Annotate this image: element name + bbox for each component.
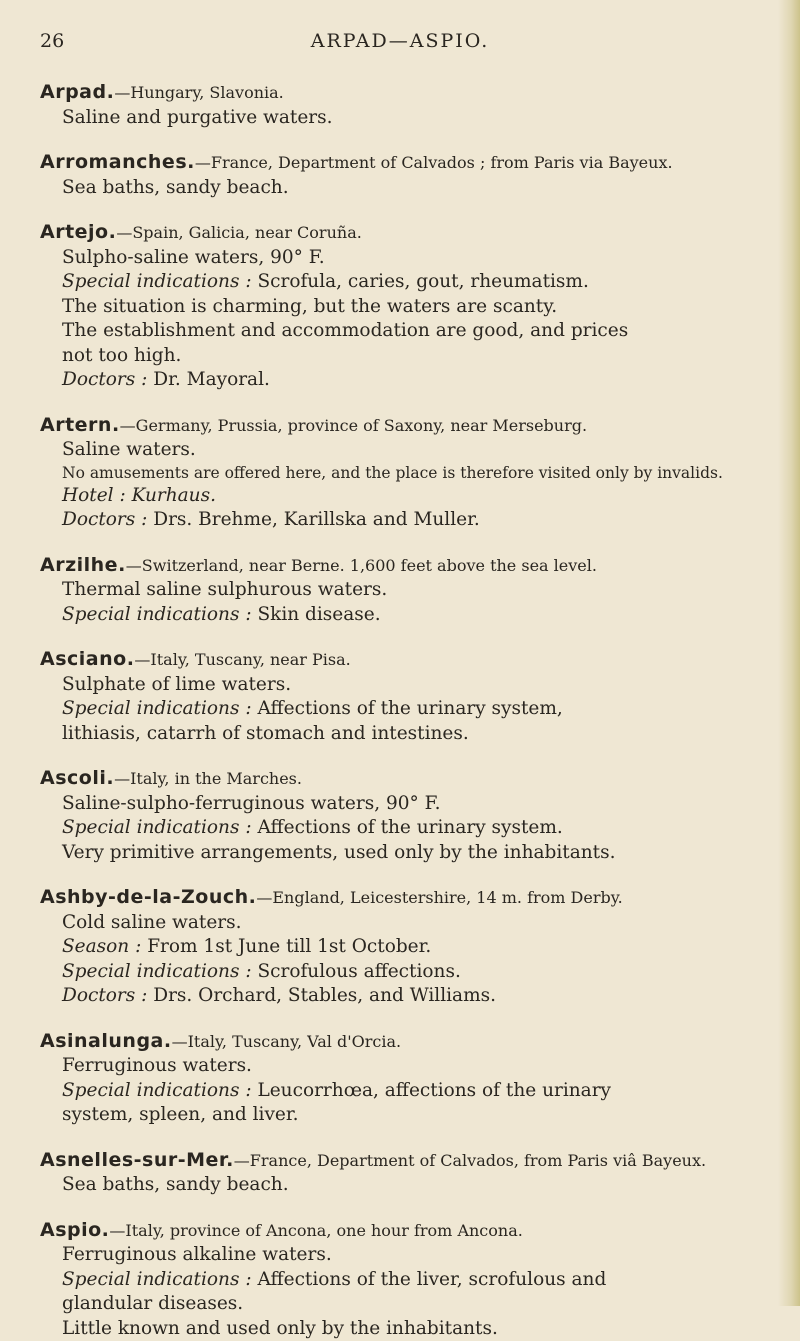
entry-label: Special indications : [62, 271, 252, 292]
entry [40, 1218, 780, 1341]
entry-text: Ferruginous alkaline waters. [62, 1244, 332, 1265]
entry [40, 150, 780, 200]
entry-line [62, 1054, 780, 1079]
entry-line [62, 984, 780, 1009]
entry-text: Dr. Mayoral. [147, 369, 270, 390]
entry-location: —Switzerland, near Berne. 1,600 feet above the sea level. [126, 556, 597, 575]
entry [40, 413, 780, 533]
entry-line [62, 960, 780, 985]
entry-label: Special indications : [62, 698, 252, 719]
entry-name: Artern. [40, 414, 120, 436]
entry-label: Special indications : [62, 817, 252, 838]
entry-line [62, 1243, 780, 1268]
entry-text: Sea baths, sandy beach. [62, 1174, 289, 1195]
entry-line [62, 673, 780, 698]
entry-text: Sulphate of lime waters. [62, 674, 291, 695]
entry-label: Special indications : [62, 604, 252, 625]
entry-location: —Spain, Galicia, near Coruña. [116, 223, 361, 242]
entry-text: The situation is charming, but the waters are scanty. [62, 296, 557, 317]
entry-label: Special indications : [62, 961, 252, 982]
entry-line [62, 722, 780, 747]
entry-label: Doctors : [62, 369, 147, 390]
entry-heading [40, 766, 780, 792]
entry-location: —France, Department of Calvados ; from Paris via Bayeux. [195, 153, 673, 172]
entry-name: Asinalunga. [40, 1030, 172, 1052]
entry-name: Ascoli. [40, 767, 114, 789]
book-page [40, 30, 780, 1341]
entry-line [62, 603, 780, 628]
entry-line [62, 344, 780, 369]
entry-label: Special indications : [62, 1269, 252, 1290]
page-number: 26 [40, 30, 64, 52]
entry-text: Saline-sulpho-ferruginous waters, 90° F. [62, 793, 440, 814]
entry-text: lithiasis, catarrh of stomach and intestines. [62, 723, 469, 744]
entry-text: Drs. Orchard, Stables, and Williams. [147, 985, 496, 1006]
entry-text: Saline waters. [62, 439, 196, 460]
entry-text: Leucorrhœa, affections of the urinary [252, 1080, 611, 1101]
entry-location: —Italy, in the Marches. [114, 769, 302, 788]
entry-heading [40, 413, 780, 439]
entry-heading [40, 553, 780, 579]
entry-line [62, 1268, 780, 1293]
entry-label: Doctors : [62, 985, 147, 1006]
entry-name: Asciano. [40, 648, 134, 670]
entry-heading [40, 150, 780, 176]
entry-text: glandular diseases. [62, 1293, 243, 1314]
running-title: ARPAD—ASPIO. [40, 30, 760, 52]
entry [40, 220, 780, 393]
entry-location: —France, Department of Calvados, from Paris viâ Bayeux. [234, 1151, 706, 1170]
entry-text: Affections of the urinary system, [252, 698, 563, 719]
entry-name: Artejo. [40, 221, 116, 243]
entry-name: Arzilhe. [40, 554, 126, 576]
entry-text: not too high. [62, 345, 181, 366]
entry-heading [40, 1218, 780, 1244]
entry-text: Ferruginous waters. [62, 1055, 252, 1076]
entry-line [62, 484, 780, 509]
entry-line [62, 1079, 780, 1104]
entry-line [62, 816, 780, 841]
entry-line [62, 1292, 780, 1317]
entry-location: —Italy, Tuscany, near Pisa. [134, 650, 350, 669]
entry-line [62, 935, 780, 960]
entry-label: Season : [62, 936, 141, 957]
entry-heading [40, 647, 780, 673]
entry-text: Skin disease. [252, 604, 381, 625]
entry [40, 647, 780, 746]
entry [40, 80, 780, 130]
entry-text: Very primitive arrangements, used only by the inhabitants. [62, 842, 615, 863]
entry-line [62, 319, 780, 344]
entry-text: Scrofula, caries, gout, rheumatism. [252, 271, 589, 292]
entry-text: system, spleen, and liver. [62, 1104, 299, 1125]
running-head [40, 30, 780, 62]
entry-line [62, 1103, 780, 1128]
entry-line [62, 911, 780, 936]
entry-text: Affections of the urinary system. [252, 817, 563, 838]
entry-line [62, 1317, 780, 1341]
entry-heading [40, 220, 780, 246]
entry-line [62, 176, 780, 201]
entry-heading [40, 80, 780, 106]
entry-text: The establishment and accommodation are good, and prices [62, 320, 628, 341]
entry-line [62, 368, 780, 393]
entry-line [62, 578, 780, 603]
entry-name: Ashby-de-la-Zouch. [40, 886, 256, 908]
entry-line [62, 697, 780, 722]
entry-name: Arpad. [40, 81, 114, 103]
entry-line [62, 438, 780, 463]
entry-text: Affections of the liver, scrofulous and [252, 1269, 607, 1290]
entry-label: Doctors : [62, 509, 147, 530]
entry-line [62, 792, 780, 817]
page-edge-shading [778, 0, 800, 1306]
entry-text: Little known and used only by the inhabitants. [62, 1318, 498, 1339]
entry-label: Special indications : [62, 1080, 252, 1101]
entry [40, 766, 780, 865]
entry-line [62, 106, 780, 131]
entry-location: —Italy, province of Ancona, one hour from Ancona. [109, 1221, 522, 1240]
entry-text: Drs. Brehme, Karillska and Muller. [147, 509, 479, 530]
entry-name: Arromanches. [40, 151, 195, 173]
entry [40, 1148, 780, 1198]
entry-text: Thermal saline sulphurous waters. [62, 579, 387, 600]
entry-text: From 1st June till 1st October. [141, 936, 431, 957]
entry-line: No amusements are offered here, and the place is therefore visited only by invalids. [62, 463, 780, 484]
entry-label: Hotel : Kurhaus. [62, 485, 216, 506]
entry-location: —Italy, Tuscany, Val d'Orcia. [172, 1032, 402, 1051]
entry-text: Saline and purgative waters. [62, 107, 333, 128]
entry [40, 885, 780, 1009]
entry-line [62, 1173, 780, 1198]
entry-heading [40, 885, 780, 911]
entry-text: Sea baths, sandy beach. [62, 177, 289, 198]
entry-name: Aspio. [40, 1219, 109, 1241]
entry-line [62, 246, 780, 271]
entry-line [62, 508, 780, 533]
entry-text: Scrofulous affections. [252, 961, 461, 982]
entry-text: Cold saline waters. [62, 912, 242, 933]
entry-heading [40, 1148, 780, 1174]
entry [40, 553, 780, 628]
entry-name: Asnelles-sur-Mer. [40, 1149, 234, 1171]
entry-line [62, 295, 780, 320]
entry-location: —Germany, Prussia, province of Saxony, near Merseburg. [120, 416, 587, 435]
entry-text: Sulpho-saline waters, 90° F. [62, 247, 325, 268]
entry-heading [40, 1029, 780, 1055]
entry-location: —Hungary, Slavonia. [114, 83, 283, 102]
entry-line [62, 841, 780, 866]
entry-list [40, 80, 780, 1341]
entry [40, 1029, 780, 1128]
entry-line [62, 270, 780, 295]
entry-location: —England, Leicestershire, 14 m. from Derby. [256, 888, 622, 907]
